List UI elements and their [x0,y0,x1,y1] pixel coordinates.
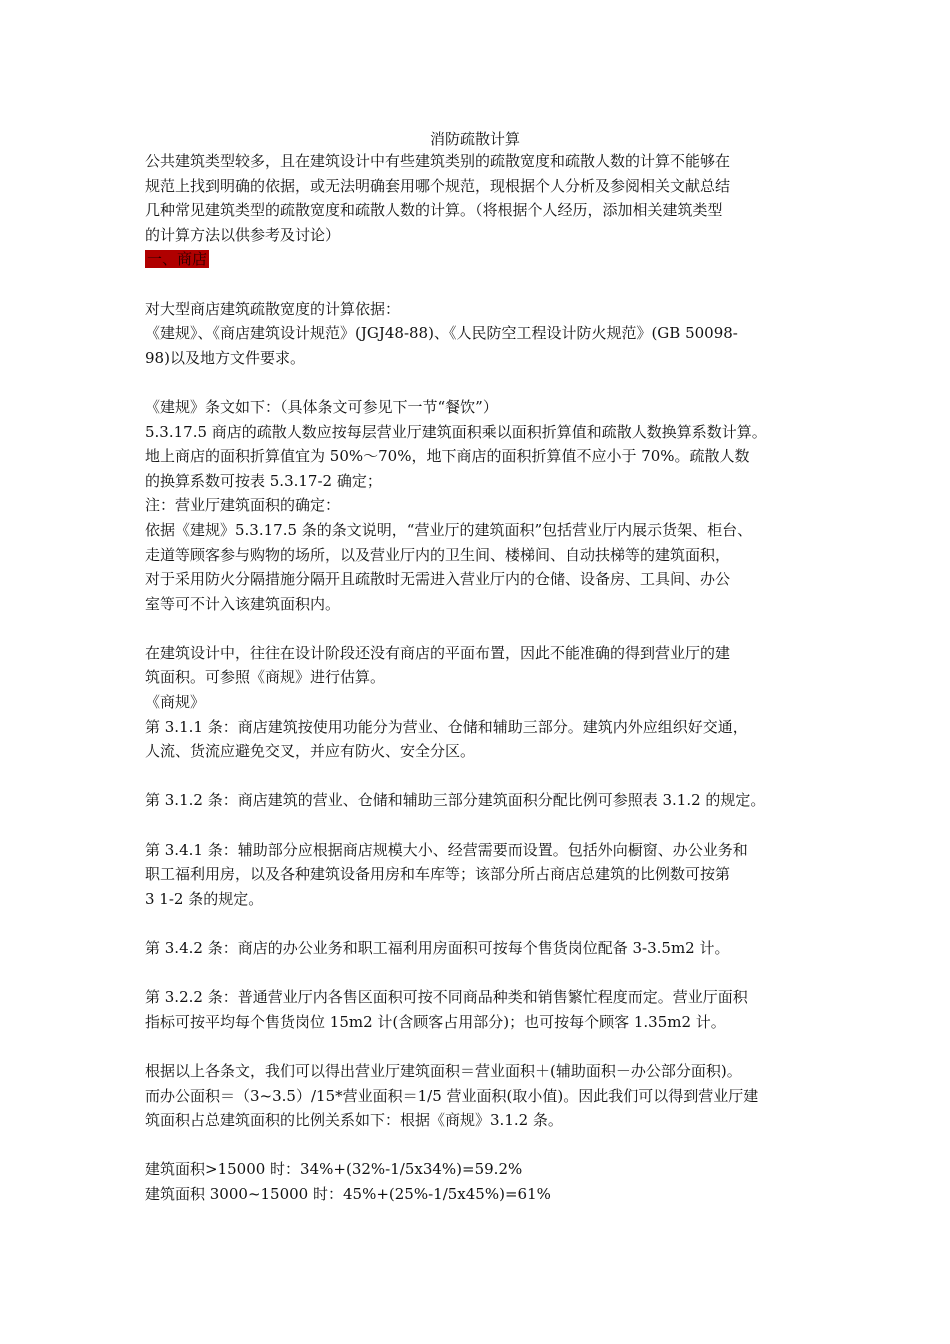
article-3-4-1-line: 3 1-2 条的规定。 [145,889,264,908]
article-3-1-2: 第 3.1.2 条：商店建筑的营业、仓储和辅助三部分建筑面积分配比例可参照表 3.1.2 的规定。 [145,791,766,810]
article-3-2-2-line: 第 3.2.2 条：普通营业厅内各售区面积可按不同商品种类和销售繁忙程度而定。营业厅面积 [145,988,748,1007]
basis-line: 对大型商店建筑疏散宽度的计算依据： [145,299,401,318]
conclusion-line: 根据以上各条文，我们可以得出营业厅建筑面积＝营业面积＋(辅助面积－办公部分面积)。 [145,1061,742,1080]
jiangui-line: 《建规》条文如下：（具体条文可参见下一节“餐饮”） [145,397,498,416]
section-heading-shops: 一、商店 [147,250,208,269]
article-3-4-1-line: 第 3.4.1 条：辅助部分应根据商店规模大小、经营需要而设置。包括外向橱窗、办公业务和 [145,840,748,859]
intro-line: 几种常见建筑类型的疏散宽度和疏散人数的计算。（将根据个人经历，添加相关建筑类型 [145,201,723,220]
article-3-2-2-line: 指标可按平均每个售货岗位 15m2 计(含顾客占用部分)；也可按每个顾客 1.35m2 计。 [145,1012,726,1031]
design-line: 《商规》 [145,693,206,712]
intro-line: 公共建筑类型较多，且在建筑设计中有些建筑类别的疏散宽度和疏散人数的计算不能够在 [145,152,731,170]
jiangui-line: 地上商店的面积折算值宜为 50%～70%，地下商店的面积折算值不应小于 70%。疏散人数 [145,447,750,466]
jiangui-line: 依据《建规》5.3.17.5 条的条文说明，“营业厅的建筑面积”包括营业厅内展示货架、柜台、 [145,520,753,539]
document-body [145,149,817,1207]
jiangui-line: 室等可不计入该建筑面积内。 [145,594,341,613]
document-title: 消防疏散计算 [429,130,520,148]
basis-line: 《建规》、《商店建筑设计规范》(JGJ48-88)、《人民防空工程设计防火规范》(GB 50098- [145,324,738,343]
section-heading-row [145,247,817,272]
intro-line: 的计算方法以供参考及讨论） [145,225,341,244]
formula-line: 建筑面积 3000~15000 时：45%+(25%-1/5x45%)=61% [145,1184,551,1203]
conclusion-line: 筑面积占总建筑面积的比例关系如下：根据《商规》3.1.2 条。 [145,1111,563,1130]
article-3-4-2: 第 3.4.2 条：商店的办公业务和职工福利用房面积可按每个售货岗位配备 3-3.5m2 计。 [145,939,730,957]
formula-line: 建筑面积>15000 时：34%+(32%-1/5x34%)=59.2% [145,1160,523,1179]
design-line: 人流、货流应避免交叉，并应有防火、安全分区。 [145,742,476,761]
intro-line: 规范上找到明确的依据，或无法明确套用哪个规范，现根据个人分析及参阅相关文献总结 [145,176,731,195]
design-line: 在建筑设计中，往往在设计阶段还没有商店的平面布置，因此不能准确的得到营业厅的建 [145,643,731,662]
article-3-4-1-line: 职工福利用房，以及各种建筑设备用房和车库等；该部分所占商店总建筑的比例数可按第 [145,865,731,884]
jiangui-line: 注：营业厅建筑面积的确定： [145,496,341,515]
jiangui-line: 对于采用防火分隔措施分隔开且疏散时无需进入营业厅内的仓储、设备房、工具间、办公 [145,570,731,589]
design-line: 第 3.1.1 条：商店建筑按使用功能分为营业、仓储和辅助三部分。建筑内外应组织好交通， [145,717,748,736]
jiangui-line: 的换算系数可按表 5.3.17-2 确定； [145,471,382,490]
design-line: 筑面积。可参照《商规》进行估算。 [145,668,386,687]
basis-line: 98)以及地方文件要求。 [145,348,305,367]
jiangui-line: 5.3.17.5 商店的疏散人数应按每层营业厅建筑面积乘以面积折算值和疏散人数换算系数计算。 [145,422,767,441]
conclusion-line: 而办公面积＝（3~3.5）/15*营业面积＝1/5 营业面积(取小值)。因此我们可以得到营业厅建 [145,1086,759,1105]
jiangui-line: 走道等顾客参与购物的场所，以及营业厅内的卫生间、楼梯间、自动扶梯等的建筑面积， [145,545,731,564]
